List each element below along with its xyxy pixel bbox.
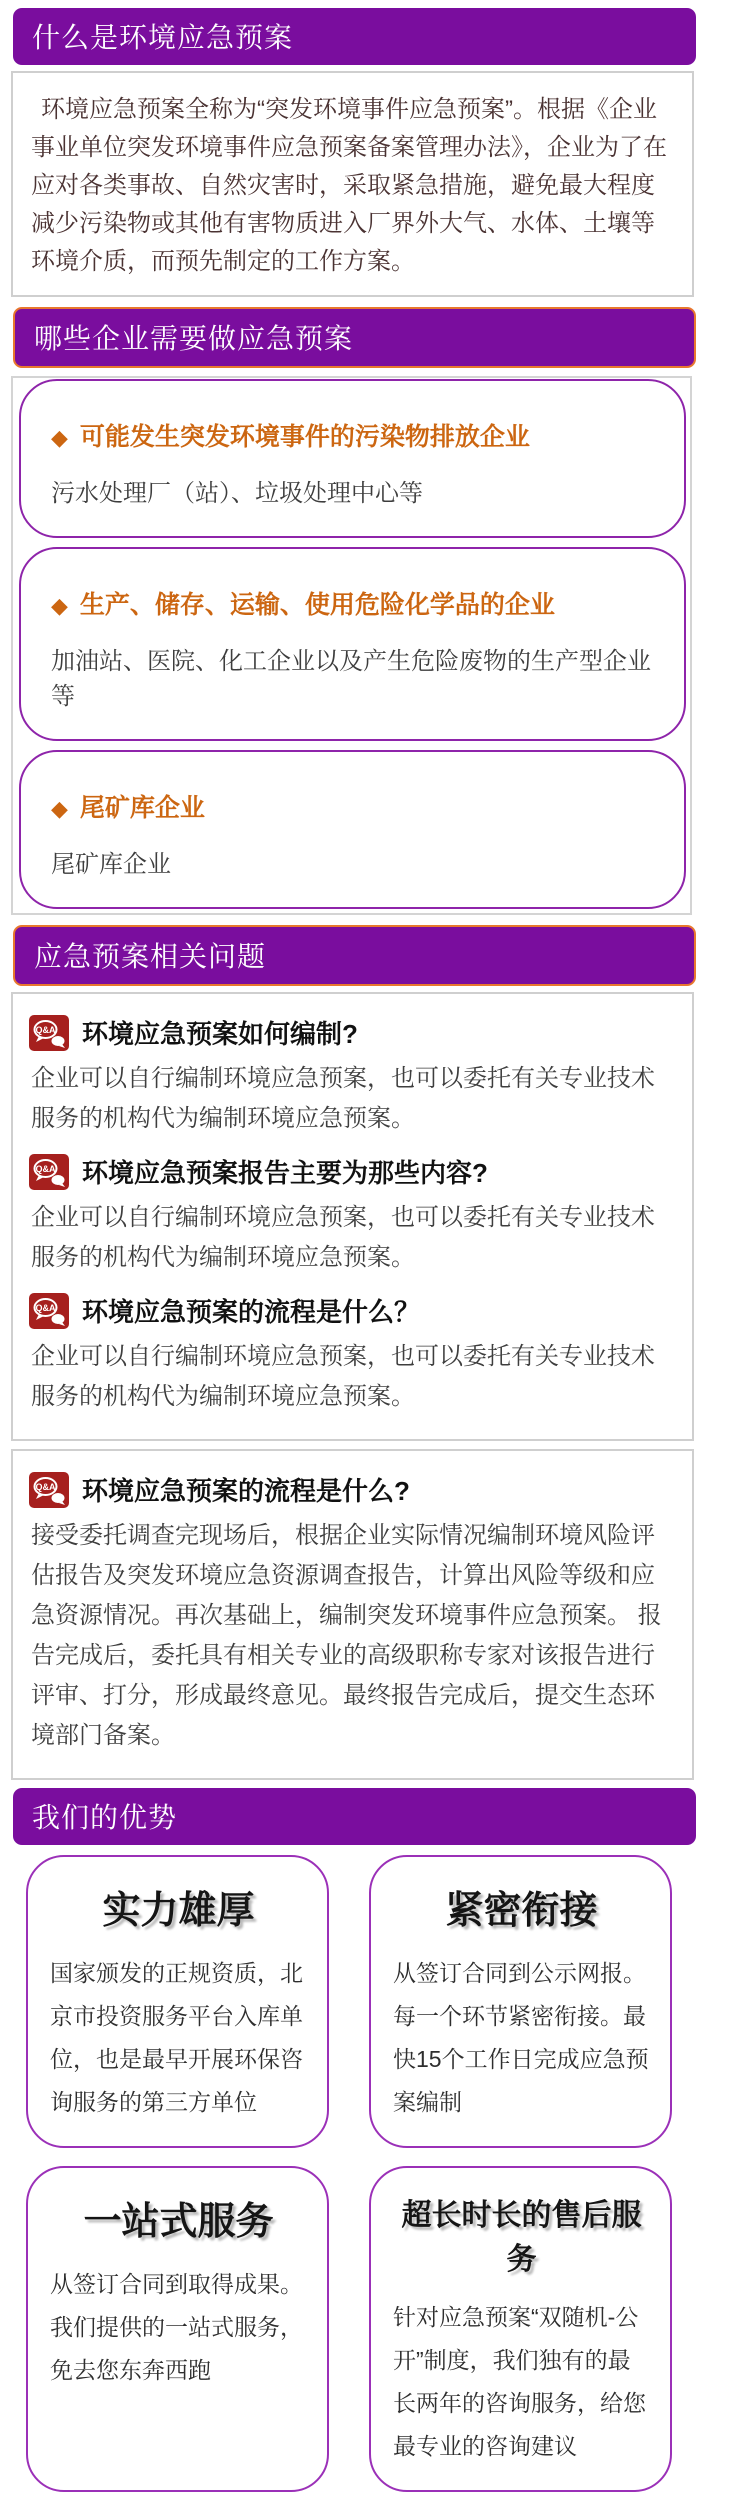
company-type-card — [19, 379, 686, 538]
qa-speech-bubble-icon — [29, 1472, 69, 1508]
faq-question: 环境应急预案如何编制? — [82, 1019, 358, 1049]
section-header-which-companies: 哪些企业需要做应急预案 — [13, 307, 696, 368]
faq-answer: 企业可以自行编制环境应急预案，也可以委托有关专业技术服务的机构代为编制环境应急预案。 — [31, 1204, 655, 1271]
qa-speech-bubble-icon — [29, 1154, 69, 1190]
company-type-title — [51, 788, 660, 824]
company-type-body: 加油站、医院、化工企业以及产生危险废物的生产型企业等 — [51, 648, 651, 710]
advantage-card — [369, 2166, 672, 2492]
intro-panel — [11, 71, 694, 297]
advantage-card — [26, 1855, 329, 2148]
section-header-faq: 应急预案相关问题 — [13, 925, 696, 986]
intro-paragraph: 环境应急预案全称为“突发环境事件应急预案”。根据《企业事业单位突发环境事件应急预案备案管理办法》，企业为了在应对各类事故、自然灾害时，采取紧急措施，避免最大程度减少污染物或其他有害物质进入厂界外大气、水体、土壤等环境介质，而预先制定的工作方案。 — [31, 96, 667, 275]
faq-item — [29, 1471, 674, 1756]
svg-text:Q&A: Q&A — [35, 1481, 56, 1492]
diamond-bullet-icon: ◆ — [51, 425, 68, 450]
company-types-container — [11, 376, 692, 915]
company-type-card — [19, 547, 686, 741]
company-type-title-text: 可能发生突发环境事件的污染物排放企业 — [79, 423, 530, 451]
faq-item — [29, 1153, 674, 1278]
advantage-card-title: 超长时长的售后服务 — [401, 2199, 642, 2276]
company-type-title — [51, 585, 660, 621]
faq-question: 环境应急预案的流程是什么？ — [82, 1297, 421, 1327]
faq-answer: 企业可以自行编制环境应急预案，也可以委托有关专业技术服务的机构代为编制环境应急预案。 — [31, 1065, 655, 1132]
advantage-card-body: 从签订合同到公示网报。每一个环节紧密衔接。最快15个工作日完成应急预案编制 — [393, 1960, 649, 2115]
company-type-title-text: 生产、储存、运输、使用危险化学品的企业 — [79, 591, 555, 619]
section-header-what-is-plan: 什么是环境应急预案 — [13, 8, 696, 65]
faq-answer: 接受委托调查完现场后，根据企业实际情况编制环境风险评估报告及突发环境应急资源调查报告，计算出风险等级和应急资源情况。再次基础上，编制突发环境事件应急预案。 报告完成后，委托具有相关专业的高级职称专家对该报告进行评审、打分，形成最终意见。最终报告完成后，提交生态环境部门备案。 — [31, 1522, 662, 1749]
advantage-card-body: 国家颁发的正规资质，北京市投资服务平台入库单位，也是最早开展环保咨询服务的第三方单位 — [50, 1960, 303, 2115]
faq-item — [29, 1014, 674, 1139]
company-type-body: 污水处理厂（站）、垃圾处理中心等 — [51, 480, 423, 507]
advantage-cards-grid — [26, 1855, 672, 2492]
advantage-card-title: 紧密衔接 — [445, 1890, 598, 1932]
svg-text:Q&A: Q&A — [35, 1163, 56, 1174]
diamond-bullet-icon: ◆ — [51, 796, 68, 821]
faq-question: 环境应急预案的流程是什么? — [82, 1476, 410, 1506]
svg-text:Q&A: Q&A — [35, 1024, 56, 1035]
advantage-card — [26, 2166, 329, 2492]
faq-item — [29, 1292, 674, 1417]
company-type-title — [51, 417, 660, 453]
faq-answer: 企业可以自行编制环境应急预案，也可以委托有关专业技术服务的机构代为编制环境应急预案。 — [31, 1343, 655, 1410]
advantage-card-body: 从签订合同到取得成果。我们提供的一站式服务，免去您东奔西跑 — [50, 2271, 303, 2383]
section-header-our-advantages: 我们的优势 — [13, 1788, 696, 1845]
qa-speech-bubble-icon — [29, 1015, 69, 1051]
svg-text:Q&A: Q&A — [35, 1302, 56, 1313]
faq-question-row — [29, 1014, 674, 1051]
faq-question-row — [29, 1292, 674, 1329]
advantage-card-title: 实力雄厚 — [102, 1890, 255, 1932]
faq-question: 环境应急预案报告主要为那些内容? — [82, 1158, 488, 1188]
faq-question-row — [29, 1471, 674, 1508]
diamond-bullet-icon: ◆ — [51, 593, 68, 618]
company-type-body: 尾矿库企业 — [51, 851, 171, 878]
advantage-card-title: 一站式服务 — [83, 2201, 274, 2243]
advantage-card-body: 针对应急预案“双随机-公开”制度，我们独有的最长两年的咨询服务，给您最专业的咨询建议 — [393, 2304, 646, 2459]
qa-speech-bubble-icon — [29, 1293, 69, 1329]
advantage-card — [369, 1855, 672, 2148]
faq-panel — [11, 992, 694, 1441]
faq-question-row — [29, 1153, 674, 1190]
company-type-title-text: 尾矿库企业 — [79, 794, 205, 822]
company-type-card — [19, 750, 686, 909]
faq-panel — [11, 1449, 694, 1780]
